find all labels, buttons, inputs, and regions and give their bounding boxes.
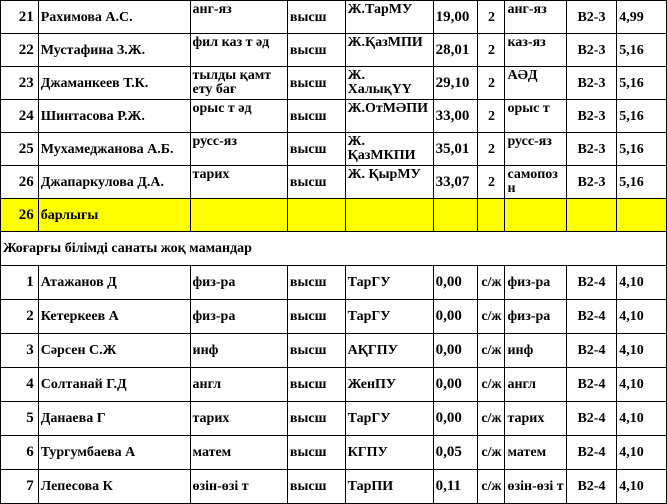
subject-cell: англ	[505, 368, 566, 402]
specialty-cell: тарих	[190, 402, 287, 436]
table-row	[1, 300, 667, 334]
university-cell: АҚГПУ	[345, 334, 433, 368]
specialty-cell: физ-ра	[190, 266, 287, 300]
grade-level-cell: B2-4	[566, 266, 617, 300]
score-cell: 29,10	[433, 67, 478, 100]
subject-cell: русс-яз	[505, 133, 566, 166]
row-number-cell: 7	[1, 470, 39, 504]
coefficient-cell: 5,16	[617, 34, 667, 67]
table-row	[1, 266, 667, 300]
coefficient-cell: 5,16	[617, 133, 667, 166]
total-label: барлығы	[38, 199, 190, 232]
full-name-cell: Рахимова А.С.	[38, 1, 190, 34]
table-row	[1, 470, 667, 504]
grade-level-cell: B2-4	[566, 368, 617, 402]
table-row	[1, 100, 667, 133]
university-cell: Ж.ОтМӘПИ	[345, 100, 433, 133]
row-number-cell: 24	[1, 100, 39, 133]
coefficient-cell: 4,10	[617, 436, 667, 470]
row-number-cell: 22	[1, 34, 39, 67]
subject-cell: анг-яз	[505, 1, 566, 34]
subject-cell: физ-ра	[505, 266, 566, 300]
university-cell: КГПУ	[345, 436, 433, 470]
full-name-cell: Тургумбаева А	[38, 436, 190, 470]
subject-cell: тарих	[505, 402, 566, 436]
score-cell: 0,00	[433, 266, 478, 300]
specialty-cell: матем	[190, 436, 287, 470]
total-row	[1, 199, 667, 232]
row-number-cell: 21	[1, 1, 39, 34]
coefficient-cell: 5,16	[617, 67, 667, 100]
grade-level-cell: B2-3	[566, 133, 617, 166]
score-cell: 33,07	[433, 166, 478, 199]
row-number-cell: 3	[1, 334, 39, 368]
score-cell: 0,00	[433, 402, 478, 436]
education-cell: высш	[287, 368, 345, 402]
education-cell: высш	[287, 402, 345, 436]
university-cell: Ж.ТарМУ	[345, 1, 433, 34]
subject-cell: самопоз н	[505, 166, 566, 199]
grade-level-cell: B2-4	[566, 436, 617, 470]
subject-cell: өзін-өзі т	[505, 470, 566, 504]
row-number-cell: 4	[1, 368, 39, 402]
specialty-cell: тарих	[190, 166, 287, 199]
grade-level-cell: B2-3	[566, 100, 617, 133]
table-row	[1, 402, 667, 436]
full-name-cell: Джаманкеев Т.К.	[38, 67, 190, 100]
category-cell: с/ж	[478, 470, 505, 504]
specialty-cell: физ-ра	[190, 300, 287, 334]
full-name-cell: Сәрсен С.Ж	[38, 334, 190, 368]
category-cell: с/ж	[478, 266, 505, 300]
education-cell: высш	[287, 300, 345, 334]
education-cell: высш	[287, 436, 345, 470]
full-name-cell: Шинтасова Р.Ж.	[38, 100, 190, 133]
score-cell: 33,00	[433, 100, 478, 133]
university-cell: Ж. ҚырМУ	[345, 166, 433, 199]
education-cell: высш	[287, 470, 345, 504]
grade-level-cell: B2-3	[566, 1, 617, 34]
specialty-cell: орыс т әд	[190, 100, 287, 133]
table-row	[1, 334, 667, 368]
grade-level-cell: B2-3	[566, 34, 617, 67]
subject-cell: АӘД	[505, 67, 566, 100]
specialty-cell: фил каз т әд	[190, 34, 287, 67]
score-cell: 28,01	[433, 34, 478, 67]
coefficient-cell: 4,10	[617, 368, 667, 402]
university-cell: ТарГУ	[345, 300, 433, 334]
coefficient-cell: 4,10	[617, 300, 667, 334]
category-cell: с/ж	[478, 368, 505, 402]
category-cell: 2	[478, 166, 505, 199]
table-row	[1, 368, 667, 402]
score-cell: 19,00	[433, 1, 478, 34]
category-cell: 2	[478, 34, 505, 67]
specialty-cell: англ	[190, 368, 287, 402]
row-number-cell: 23	[1, 67, 39, 100]
category-cell: 2	[478, 133, 505, 166]
subject-cell: матем	[505, 436, 566, 470]
category-cell: с/ж	[478, 334, 505, 368]
university-cell: ЖенПУ	[345, 368, 433, 402]
university-cell: Ж. ҚазМКПИ	[345, 133, 433, 166]
full-name-cell: Данаева Г	[38, 402, 190, 436]
score-cell: 0,11	[433, 470, 478, 504]
table-row	[1, 166, 667, 199]
specialty-cell: русс-яз	[190, 133, 287, 166]
category-cell: 2	[478, 67, 505, 100]
score-cell: 0,05	[433, 436, 478, 470]
category-cell: с/ж	[478, 402, 505, 436]
university-cell: Ж.ҚазМПИ	[345, 34, 433, 67]
score-cell: 0,00	[433, 368, 478, 402]
coefficient-cell: 4,10	[617, 402, 667, 436]
row-number-cell: 25	[1, 133, 39, 166]
full-name-cell: Солтанай Г.Д	[38, 368, 190, 402]
coefficient-cell: 4,10	[617, 470, 667, 504]
full-name-cell: Джапаркулова Д.А.	[38, 166, 190, 199]
grade-level-cell: B2-3	[566, 166, 617, 199]
education-cell: высш	[287, 34, 345, 67]
education-cell: высш	[287, 334, 345, 368]
specialty-cell: анг-яз	[190, 1, 287, 34]
row-number-cell: 5	[1, 402, 39, 436]
section-header-row	[1, 232, 667, 266]
score-cell: 0,00	[433, 334, 478, 368]
full-name-cell: Мухамеджанова А.Б.	[38, 133, 190, 166]
coefficient-cell: 4,99	[617, 1, 667, 34]
full-name-cell: Лепесова К	[38, 470, 190, 504]
grade-level-cell: B2-4	[566, 334, 617, 368]
section-title: Жоғарғы білімді санаты жоқ мамандар	[1, 232, 617, 266]
row-number-cell: 2	[1, 300, 39, 334]
row-number-cell: 6	[1, 436, 39, 470]
education-cell: высш	[287, 67, 345, 100]
row-number-cell: 1	[1, 266, 39, 300]
university-cell: ТарГУ	[345, 266, 433, 300]
table-row	[1, 67, 667, 100]
education-cell: высш	[287, 166, 345, 199]
university-cell: ТарГУ	[345, 402, 433, 436]
coefficient-cell: 4,10	[617, 266, 667, 300]
education-cell: высш	[287, 133, 345, 166]
grade-level-cell: B2-4	[566, 402, 617, 436]
subject-cell: каз-яз	[505, 34, 566, 67]
grade-level-cell: B2-4	[566, 300, 617, 334]
university-cell: ТарПИ	[345, 470, 433, 504]
subject-cell: инф	[505, 334, 566, 368]
total-count: 26	[1, 199, 39, 232]
category-cell: с/ж	[478, 300, 505, 334]
coefficient-cell: 4,10	[617, 334, 667, 368]
university-cell: Ж. ХалықҮҮ	[345, 67, 433, 100]
subject-cell: орыс т	[505, 100, 566, 133]
education-cell: высш	[287, 100, 345, 133]
coefficient-cell: 5,16	[617, 166, 667, 199]
category-cell: с/ж	[478, 436, 505, 470]
subject-cell: физ-ра	[505, 300, 566, 334]
full-name-cell: Атажанов Д	[38, 266, 190, 300]
score-cell: 35,01	[433, 133, 478, 166]
table-row	[1, 133, 667, 166]
specialty-cell: тылды қамт ету бағ	[190, 67, 287, 100]
full-name-cell: Мустафина З.Ж.	[38, 34, 190, 67]
table-row	[1, 34, 667, 67]
category-cell: 2	[478, 100, 505, 133]
specialty-cell: инф	[190, 334, 287, 368]
category-cell: 2	[478, 1, 505, 34]
education-cell: высш	[287, 266, 345, 300]
table-row	[1, 1, 667, 34]
grade-level-cell: B2-3	[566, 67, 617, 100]
coefficient-cell: 5,16	[617, 100, 667, 133]
specialty-cell: өзін-өзі т	[190, 470, 287, 504]
row-number-cell: 26	[1, 166, 39, 199]
score-cell: 0,00	[433, 300, 478, 334]
table-row	[1, 436, 667, 470]
education-cell: высш	[287, 1, 345, 34]
full-name-cell: Кетеркеев А	[38, 300, 190, 334]
grade-level-cell: B2-4	[566, 470, 617, 504]
